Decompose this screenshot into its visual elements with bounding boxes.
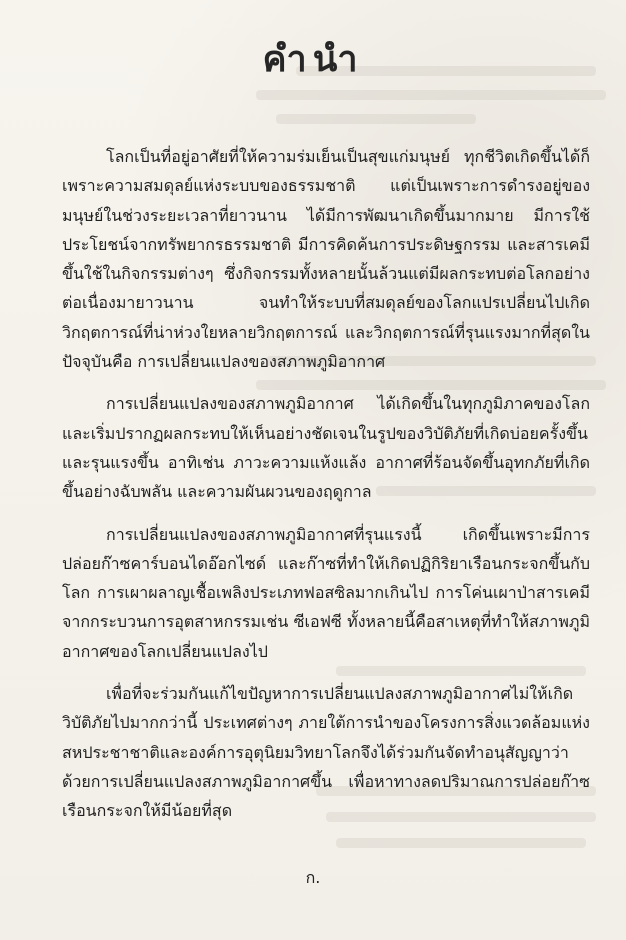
paragraph-4: เพื่อที่จะร่วมกันแก้ไขปัญหาการเปลี่ยนแปลงสภาพภูมิอากาศไม่ให้เกิดวิบัติภัยไปมากกว่านี้ ประเทศต่างๆ ภายใต้การนำของโครงการสิ่งแวดล้อมแห่งสหประชาชาติและองค์การอุตุนิยมวิทยาโลกจึงได้ร่วมกันจัดทำอนุสัญญาว่าด้วยการเปลี่ยนแปลงสภาพภูมิอากาศขึ้น เพื่อหาทางลดปริมาณการปล่อยก๊าซเรือนกระจกให้มีน้อยที่สุด [62, 684, 590, 821]
page-number: ก. [305, 868, 321, 887]
paragraph-1: โลกเป็นที่อยู่อาศัยที่ให้ความร่มเย็นเป็นสุขแก่มนุษย์ ทุกชีวิตเกิดขึ้นได้ก็เพราะความสมดุลย์แห่งระบบของธรรมชาติ แต่เป็นเพราะการดำรงอยู่ของมนุษย์ในช่วงระยะเวลาที่ยาวนาน ได้มีการพัฒนาเกิดขึ้นมากมาย มีการใช้ประโยชน์จากทรัพยากรธรรมชาติ มีการคิดค้นการประดิษฐกรรม และสารเคมีขึ้นใช้ในกิจกรรมต่างๆ ซึ่งกิจกรรมทั้งหลายนั้นล้วนแต่มีผลกระทบต่อโลกอย่างต่อเนื่องมายาวนาน จนทำให้ระบบที่สมดุลย์ของโลกแปรเปลี่ยนไปเกิดวิกฤตการณ์ที่น่าห่วงใยหลายวิกฤตการณ์ และวิกฤตการณ์ที่รุนแรงมากที่สุดในปัจจุบันคือ การเปลี่ยนแปลงของสภาพภูมิอากาศ [62, 147, 590, 372]
body-text [62, 142, 590, 839]
page-title: คำนำ [262, 39, 364, 80]
paragraph-2: การเปลี่ยนแปลงของสภาพภูมิอากาศ ได้เกิดขึ้นในทุกภูมิภาคของโลก และเริ่มปรากฏผลกระทบให้เห็นอย่างชัดเจนในรูปของวิบัติภัยที่เกิดบ่อยครั้งขึ้น และรุนแรงขึ้น อาทิเช่น ภาวะความแห้งแล้ง อากาศที่ร้อนจัดขึ้นอุทกภัยที่เกิดขึ้นอย่างฉับพลัน และความผันผวนของฤดูกาล [62, 394, 590, 502]
paragraph-3: การเปลี่ยนแปลงของสภาพภูมิอากาศที่รุนแรงนี้ เกิดขึ้นเพราะมีการปล่อยก๊าซคาร์บอนไดอ๊อกไซด์ และก๊าซที่ทำให้เกิดปฏิกิริยาเรือนกระจกขึ้นกับโลก การเผาผลาญเชื้อเพลิงประเภทฟอสซิลมากเกินไป การโค่นเผาป่าสารเคมีจากกระบวนการอุตสาหกรรมเช่น ซีเอฟซี ทั้งหลายนี้คือสาเหตุที่ทำให้สภาพภูมิอากาศของโลกเปลี่ยนแปลงไป [62, 524, 590, 661]
